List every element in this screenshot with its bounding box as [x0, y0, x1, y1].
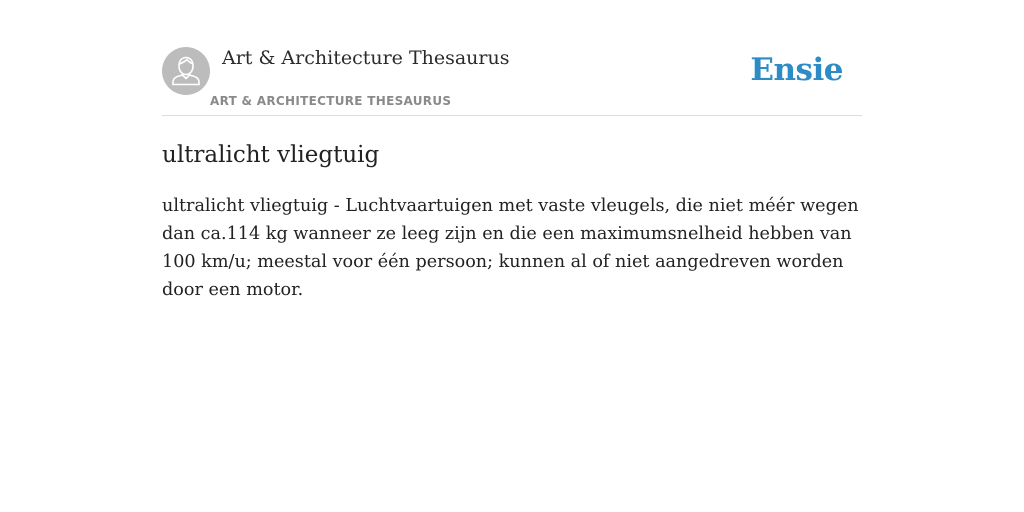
source-avatar[interactable]	[162, 47, 210, 95]
source-title-link[interactable]: Art & Architecture Thesaurus	[222, 47, 510, 69]
term-title: ultralicht vliegtuig	[162, 142, 380, 168]
ensie-logo-link[interactable]: Ensie	[750, 52, 843, 88]
user-icon	[162, 47, 210, 95]
header-divider	[162, 115, 862, 116]
source-subtitle: ART & ARCHITECTURE THESAURUS	[210, 94, 452, 108]
page-container	[162, 0, 862, 512]
term-definition: ultralicht vliegtuig - Luchtvaartuigen met vaste vleugels, die niet méér wegen dan ca.114 kg wanneer ze leeg zijn en die een maximumsnelheid hebben van 100 km/u; meestal voor één persoon; kunnen al of niet aangedreven worden door een motor.	[162, 196, 859, 300]
